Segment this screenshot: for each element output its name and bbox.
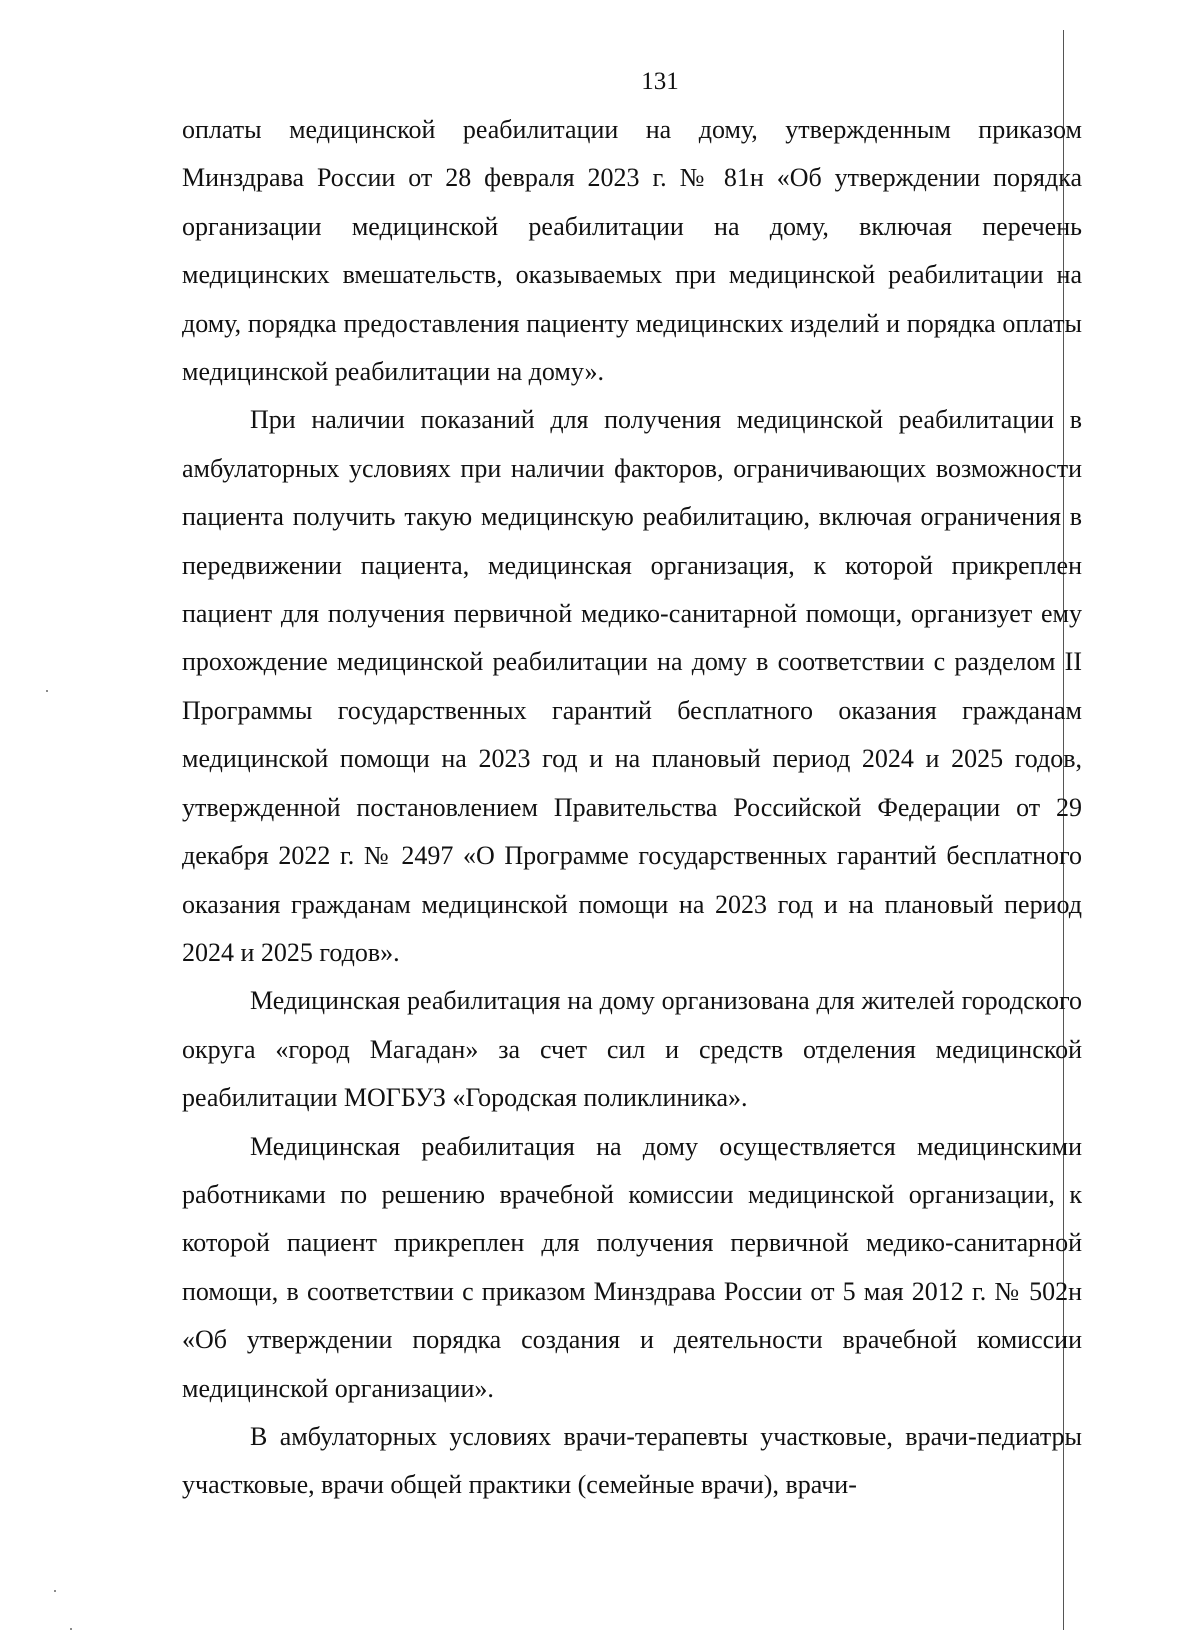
paragraph: Медицинская реабилитация на дому организована для жителей городского округа «город Магадан» за счет сил и средств отделения медицинской реабилитации МОГБУЗ «Городская поликлиника». (182, 986, 1082, 1113)
scan-speck (54, 1590, 56, 1592)
paragraph: В амбулаторных условиях врачи-терапевты участковые, врачи-педиатры участковые, врачи общей практики (семейные врачи), врачи- (182, 1421, 1082, 1500)
paragraph: При наличии показаний для получения медицинской реабилитации в амбулаторных условиях при наличии факторов, ограничивающих возможности пациента получить такую медицинскую реабилитацию, включая ограничения в передвижении пациента, медицинская организация, к которой прикреплен пациент для получения первичной медико-санитарной помощи, организует ему прохождение медицинской реабилитации на дому в соответствии с разделом II Программы государственных гарантий бесплатного оказания гражданам медицинской помощи на 2023 год и на плановый период 2024 и 2025 годов, утвержденной постановлением Правительства Российской Федерации от 29 декабря 2022 г. № 2497 «О Программе государственных гарантий бесплатного оказания гражданам медицинской помощи на 2023 год и на плановый период 2024 и 2025 годов». (182, 405, 1082, 967)
scan-speck (46, 690, 48, 692)
paragraph: Медицинская реабилитация на дому осуществляется медицинскими работниками по решению врачебной комиссии медицинской организации, к которой пациент прикреплен для получения первичной медико-санитарной помощи, в соответствии с приказом Минздрава России от 5 мая 2012 г. № 502н «Об утверждении порядка создания и деятельности врачебной комиссии медицинской организации». (182, 1131, 1082, 1403)
page-number: 131 (641, 68, 679, 95)
document-body (182, 106, 1082, 1510)
scan-speck (70, 1628, 72, 1630)
paragraph: оплаты медицинской реабилитации на дому, утвержденным приказом Минздрава России от 28 февраля 2023 г. № 81н «Об утверждении порядка организации медицинской реабилитации на дому, включая перечень медицинских вмешательств, оказываемых при медицинской реабилитации на дому, порядка предоставления пациенту медицинских изделий и порядка оплаты медицинской реабилитации на дому». (182, 115, 1082, 387)
